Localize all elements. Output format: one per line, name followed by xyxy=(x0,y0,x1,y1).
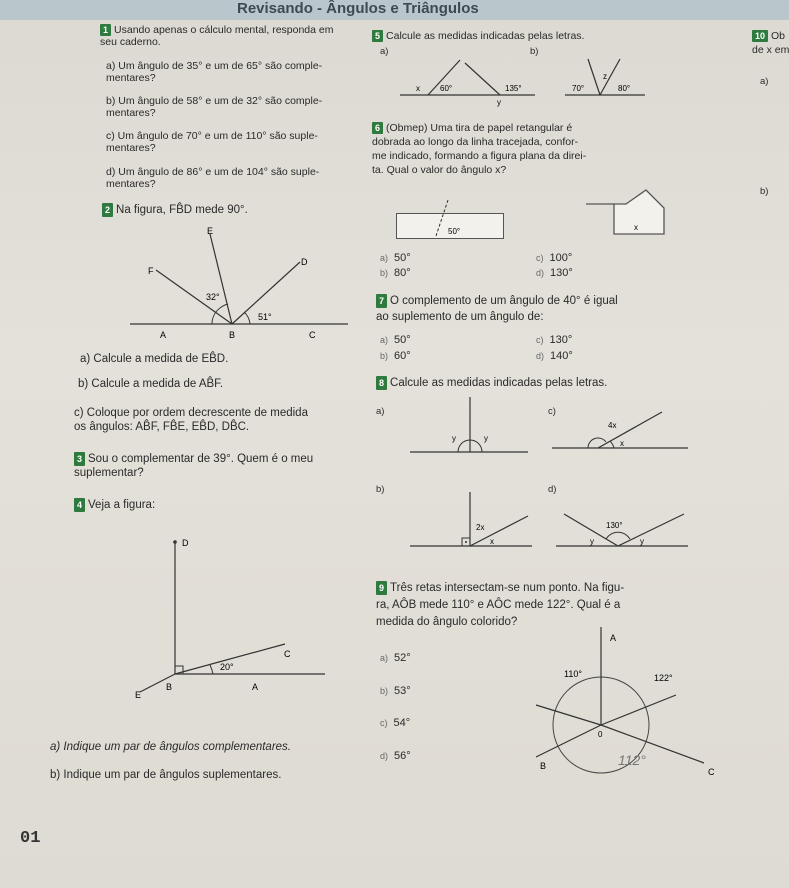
q9-angle-110: 110° xyxy=(564,669,582,679)
q7-line2: ao suplemento de um ângulo de: xyxy=(376,311,544,323)
q4-angle-20: 20° xyxy=(220,662,234,672)
q8-d-label: d) xyxy=(548,484,557,495)
q10-a-label: a) xyxy=(760,76,769,87)
q6-line4: ta. Qual o valor do ângulo x? xyxy=(372,164,507,176)
page-number: 01 xyxy=(20,829,41,848)
q6-option-b[interactable]: b) 80° xyxy=(380,267,411,279)
q1-a-line1: a) Um ângulo de 35° e um de 65° são comple- xyxy=(106,60,323,72)
q8c-x: x xyxy=(620,439,624,448)
q7-line1: 7 O complemento de um ângulo de 40° é igual xyxy=(376,294,618,308)
q4-label-A: A xyxy=(252,682,259,692)
q9-label-A: A xyxy=(610,633,617,643)
q1-c-line2: mentares? xyxy=(106,142,156,154)
q6-number: 6 xyxy=(372,122,383,134)
q8b-x: x xyxy=(490,537,494,546)
q8b-2x: 2x xyxy=(476,523,485,532)
q7-option-c[interactable]: c) 130° xyxy=(536,334,573,346)
q6-option-a[interactable]: a) 50° xyxy=(380,252,411,264)
q4-figure xyxy=(130,532,330,702)
q1-b-line2: mentares? xyxy=(106,107,156,119)
q8-a-label: a) xyxy=(376,406,385,417)
q5a-angle-60: 60° xyxy=(440,84,453,93)
q5b-angle-70: 70° xyxy=(572,84,585,93)
q2-label-B: B xyxy=(229,330,236,340)
q5b-figure xyxy=(560,55,650,105)
q4-label-D: D xyxy=(182,538,189,548)
q6-option-c[interactable]: c) 100° xyxy=(536,252,573,264)
q2-angle-51: 51° xyxy=(258,312,272,322)
q5a-y: y xyxy=(497,98,501,107)
q1-a-line2: mentares? xyxy=(106,72,156,84)
q2-number: 2 xyxy=(102,203,113,217)
q2-c-line1: c) Coloque por ordem decrescente de medida xyxy=(74,407,308,419)
q5b-angle-80: 80° xyxy=(618,84,631,93)
q1-intro2: seu caderno. xyxy=(100,36,161,48)
q1-intro: 1 Usando apenas o cálculo mental, responda em xyxy=(100,24,334,36)
q6-folded-figure xyxy=(586,186,666,241)
q4-text: 4 Veja a figura: xyxy=(74,498,155,512)
q6-line1: 6 (Obmep) Uma tira de papel retangular é xyxy=(372,122,572,134)
q9-handwritten-answer: 112° xyxy=(618,752,646,768)
q6-fold-mark xyxy=(396,196,506,241)
q8d-y2: y xyxy=(640,537,644,546)
q4-label-E: E xyxy=(135,690,142,700)
q6-line2: dobrada ao longo da linha tracejada, confor- xyxy=(372,136,579,148)
q8a-y2: y xyxy=(484,434,488,443)
q9-option-d[interactable]: d) 56° xyxy=(380,750,411,762)
q8c-figure xyxy=(552,410,692,455)
q9-line2: ra, AÔB mede 110° e AÔC mede 122°. Qual é a xyxy=(376,599,621,611)
q2-label-F: F xyxy=(148,266,154,276)
q10-line2: de x em xyxy=(752,44,789,56)
q8d-y1: y xyxy=(590,537,594,546)
q10-b-label: b) xyxy=(760,186,769,197)
q1-b-line1: b) Um ângulo de 58° e um de 32° são comple- xyxy=(106,95,323,107)
q1-c-line1: c) Um ângulo de 70° e um de 110° são suple- xyxy=(106,130,318,142)
q4-label-C: C xyxy=(284,649,291,659)
q2-a: a) Calcule a medida de EB̂D. xyxy=(80,353,229,365)
q2-angle-32: 32° xyxy=(206,292,220,302)
q5a-x: x xyxy=(416,84,420,93)
q8d-angle-130: 130° xyxy=(606,521,623,530)
q4-a: a) Indique um par de ângulos complementares. xyxy=(50,741,292,753)
q3-line2: suplementar? xyxy=(74,467,144,479)
q3-number: 3 xyxy=(74,452,85,466)
q9-line1: 9 Três retas intersectam-se num ponto. Na figu- xyxy=(376,581,624,595)
q2-label-E: E xyxy=(207,226,214,236)
q7-option-b[interactable]: b) 60° xyxy=(380,350,411,362)
q9-number: 9 xyxy=(376,581,387,595)
q6-angle-50: 50° xyxy=(448,227,461,236)
q9-line3: medida do ângulo colorido? xyxy=(376,616,518,628)
q9-label-C: C xyxy=(708,767,715,777)
q1-d-line1: d) Um ângulo de 86° e um de 104° são suple- xyxy=(106,166,320,178)
q10-line1: 10 Ob xyxy=(752,30,785,42)
q6-option-d[interactable]: d) 130° xyxy=(536,267,573,279)
q2-b: b) Calcule a medida de AB̂F. xyxy=(78,378,224,390)
q8b-figure xyxy=(410,490,534,550)
q6-line3: me indicado, formando a figura plana da direi- xyxy=(372,150,587,162)
q8d-figure xyxy=(556,510,690,552)
q2-figure xyxy=(120,222,350,347)
q5b-z: z xyxy=(603,72,607,81)
q7-number: 7 xyxy=(376,294,387,308)
q4-b: b) Indique um par de ângulos suplementares. xyxy=(50,769,282,781)
q8c-4x: 4x xyxy=(608,421,617,430)
q5-text: 5 Calcule as medidas indicadas pelas letras. xyxy=(372,30,584,42)
q10-number: 10 xyxy=(752,30,768,42)
q8a-y1: y xyxy=(452,434,456,443)
q9-label-O: 0 xyxy=(598,730,603,739)
q2-text: 2 Na figura, FB̂D mede 90°. xyxy=(102,203,248,217)
q9-angle-122: 122° xyxy=(654,673,673,683)
q4-label-B: B xyxy=(166,682,173,692)
q9-label-B: B xyxy=(540,761,547,771)
q5a-figure xyxy=(380,55,540,105)
q9-option-c[interactable]: c) 54° xyxy=(380,717,411,729)
q9-option-a[interactable]: a) 52° xyxy=(380,652,411,664)
q7-option-a[interactable]: a) 50° xyxy=(380,334,411,346)
q9-option-b[interactable]: b) 53° xyxy=(380,685,411,697)
q5a-angle-135: 135° xyxy=(505,84,522,93)
q2-label-C: C xyxy=(309,330,316,340)
q8a-figure xyxy=(410,395,530,457)
q8-b-label: b) xyxy=(376,484,385,495)
q5-b-label: b) xyxy=(530,46,539,57)
q2-label-A: A xyxy=(160,330,167,340)
q3-line1: 3 Sou o complementar de 39°. Quem é o meu xyxy=(74,452,313,466)
q5-number: 5 xyxy=(372,30,383,42)
q8-c-label: c) xyxy=(548,406,556,417)
q5-a-label: a) xyxy=(380,46,389,57)
q4-number: 4 xyxy=(74,498,85,512)
q2-c-line2: os ângulos: AB̂F, FB̂E, EB̂D, DB̂C. xyxy=(74,421,250,433)
q7-option-d[interactable]: d) 140° xyxy=(536,350,573,362)
q2-label-D: D xyxy=(301,257,308,267)
q1-d-line2: mentares? xyxy=(106,178,156,190)
q9-figure xyxy=(506,625,726,785)
q1-number: 1 xyxy=(100,24,111,36)
page-title: Revisando - Ângulos e Triângulos xyxy=(237,0,479,17)
q6-x: x xyxy=(634,223,638,232)
q8-number: 8 xyxy=(376,376,387,390)
q8-text: 8 Calcule as medidas indicadas pelas letras. xyxy=(376,376,607,390)
